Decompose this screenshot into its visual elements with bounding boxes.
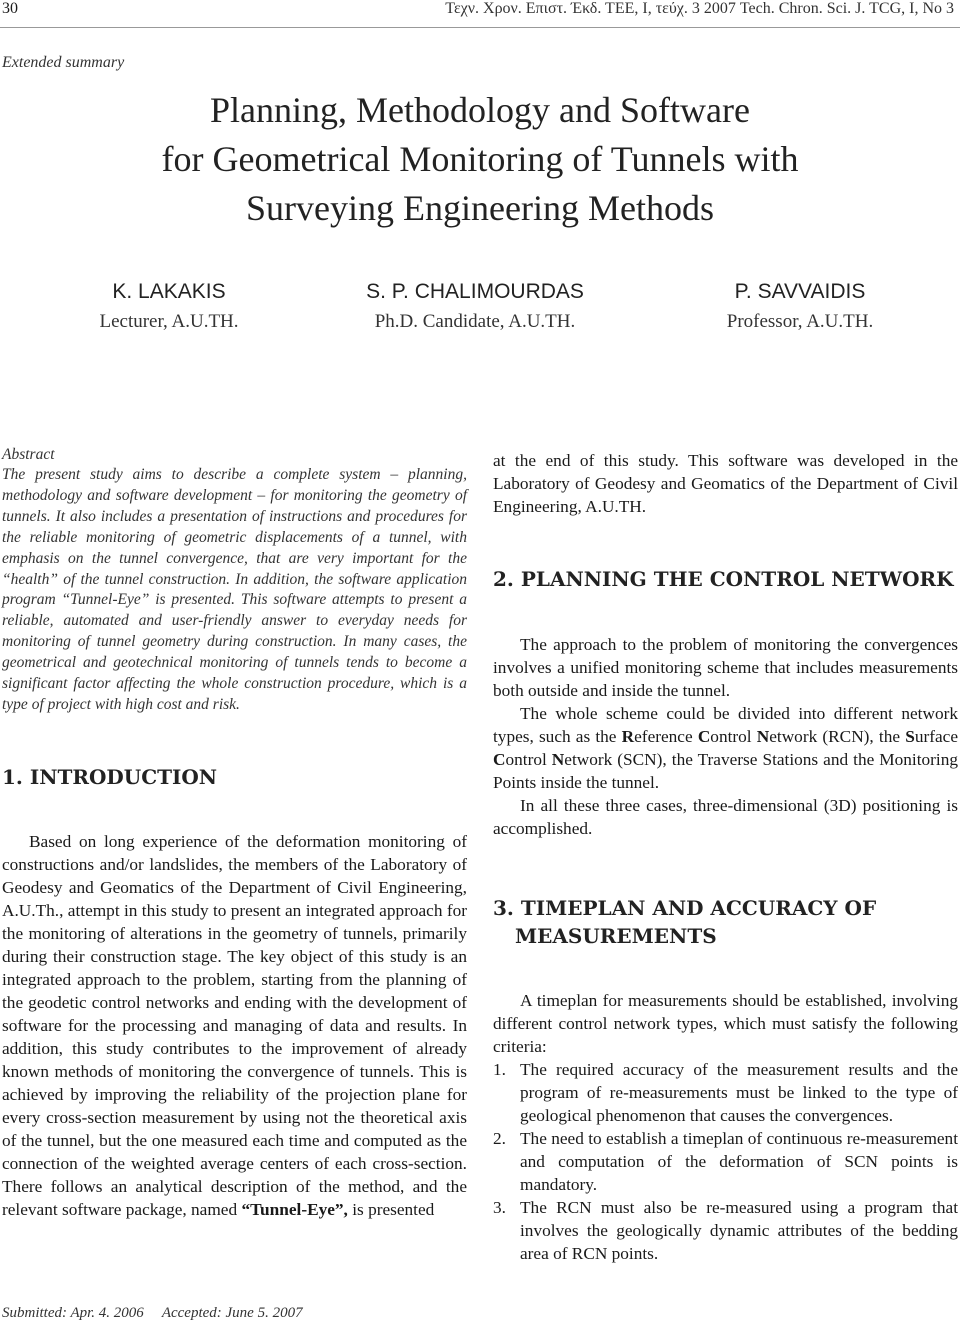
author-affiliation: Professor, A.U.TH.: [726, 311, 874, 332]
planning-paragraph-2: The whole scheme could be divided into different network types, such as the Reference Control Network (RCN), the Surface Control Network (SCN), the Traverse Stations and the Monitoring Points inside the tunnel.: [493, 704, 959, 792]
title-line: Planning, Methodology and Software: [210, 90, 750, 130]
author-name: K. LAKAKIS: [112, 280, 226, 303]
author-block: [680, 279, 920, 335]
author-affiliation: Lecturer, A.U.TH.: [99, 311, 239, 332]
intro-text-end: is presented: [352, 1199, 435, 1219]
abstract-text: The present study aims to describe a complete system – planning, methodology and software development – for monitoring the geometry of tunnels. It also includes a presentation of instructions and procedures for the reliable monitoring of geometric displacements of a tunnel, with emphasis on the tunnel convergence, that are very important for the “health” of the tunnel construction. In addition, the software application program “Tunnel-Eye” is presented. This software attempts to present a reliable, automated and user-friendly answer to everyday needs for monitoring of tunnel geometry during construction. In many cases, the geometrical and geotechnical monitoring of tunnels tends to become a significant factor affecting the whole construction procedure, which is a type of project with high cost and risk.: [2, 466, 467, 713]
section-heading-timeplan: 3. TIMEPLAN AND ACCURACY OF MEASUREMENTS: [493, 896, 877, 948]
section-label: Extended summary: [2, 54, 125, 71]
page-number: 30: [2, 0, 18, 17]
header-rule: [0, 27, 960, 28]
paper-title: [0, 86, 960, 233]
author-name: P. SAVVAIDIS: [734, 280, 866, 303]
list-item: 2. The need to establish a timeplan of continuous re-measurement and computation of the deformation of SCN points is mandatory.: [493, 1129, 958, 1194]
submission-dates: [2, 1305, 303, 1322]
submitted-date: Submitted: Apr. 4. 2006: [2, 1305, 144, 1321]
software-name: Tunnel-Eye”,: [250, 1199, 348, 1219]
timeplan-intro: A timeplan for measurements should be established, involving different control network types, which must satisfy the following criteria:: [493, 991, 958, 1056]
list-item: 3. The RCN must also be re-measured using a program that involves the geologically dynamic attributes of the bedding area of RCN points.: [493, 1198, 958, 1263]
section-heading-introduction: 1. INTRODUCTION: [2, 764, 218, 789]
author-affiliation: Ph.D. Candidate, A.U.TH.: [374, 311, 576, 332]
criteria-list: [493, 1058, 958, 1265]
title-line: for Geometrical Monitoring of Tunnels with: [161, 139, 799, 179]
author-block: [355, 279, 595, 335]
title-line: Surveying Engineering Methods: [246, 188, 714, 228]
abstract-label: Abstract: [2, 446, 55, 463]
section-heading-planning: 2. PLANNING THE CONTROL NETWORK: [493, 567, 954, 591]
list-item: 1. The required accuracy of the measurement results and the program of re-measurements must be linked to the type of geological phenomenon that causes the convergences.: [493, 1060, 958, 1125]
introduction-paragraph: Based on long experience of the deformation monitoring of constructions and/or landslides, the members of the Laboratory of Geodesy and Geomatics of the Department of Civil Engineering, A.U.Th., attempt in this study to present an integrated approach for the monitoring of alterations in the geometry of tunnels, primarily during their construction stage. The key object of this study is an integrated approach to the problem, starting from the planning of the geodetic control networks and ending with the development of software for the processing and managing of data and results. In addition, this study contributes to the improvement of already known methods of monitoring the convergence of tunnels. This is achieved by improving the reliability of the projection plane for every cross-section measurement by using not the theoretical axis of the tunnel, but the one measured each time and computed as the connection of the weighted average centers of each cross-section. There follows an analytical description of the method, and the relevant software package, named “Tunnel-Eye”, is presented: [2, 831, 467, 1219]
introduction-continuation: at the end of this study. This software was developed in the Laboratory of Geodesy and Geomatics of the Department of Civil Engineering, A.U.TH.: [493, 451, 958, 516]
accepted-date: Accepted: June 5. 2007: [161, 1305, 303, 1321]
running-head: Τεχν. Χρον. Επιστ. Έκδ. ΤΕΕ, Ι, τεύχ. 3 2007 Tech. Chron. Sci. J. TCG, I, No 3: [445, 0, 954, 17]
right-column: [493, 449, 958, 1265]
author-block: [49, 279, 289, 335]
planning-paragraph-3: In all these three cases, three-dimensional (3D) positioning is accomplished.: [493, 796, 958, 838]
planning-paragraph-1: The approach to the problem of monitoring the convergences involves a unified monitoring scheme that includes measurements both outside and inside the tunnel.: [493, 635, 958, 700]
author-name: S. P. CHALIMOURDAS: [366, 280, 584, 303]
left-column: [2, 444, 467, 1221]
intro-text: Based on long experience of the deformation monitoring of constructions and/or landslides, the members of the Laboratory of Geodesy and Geomatics of the Department of Civil Engineering, A.U.Th., attempt in this study to present an integrated approach for the monitoring of alterations in the geometry of tunnels, primarily during their construction stage. The key object of this study is an integrated approach to the problem, starting from the planning of the geodetic control networks and ending with the development of software for the processing and managing of data and results. In addition, this study contributes to the improvement of already known methods of monitoring the convergence of tunnels. This is achieved by improving the reliability of the projection plane for every cross-section measurement by using not the theoretical axis of the tunnel, but the one measured each time and computed as the connection of the weighted average centers of each cross-section. There follows an analytical description of the method, and the relevant software package, named: [2, 831, 467, 1219]
